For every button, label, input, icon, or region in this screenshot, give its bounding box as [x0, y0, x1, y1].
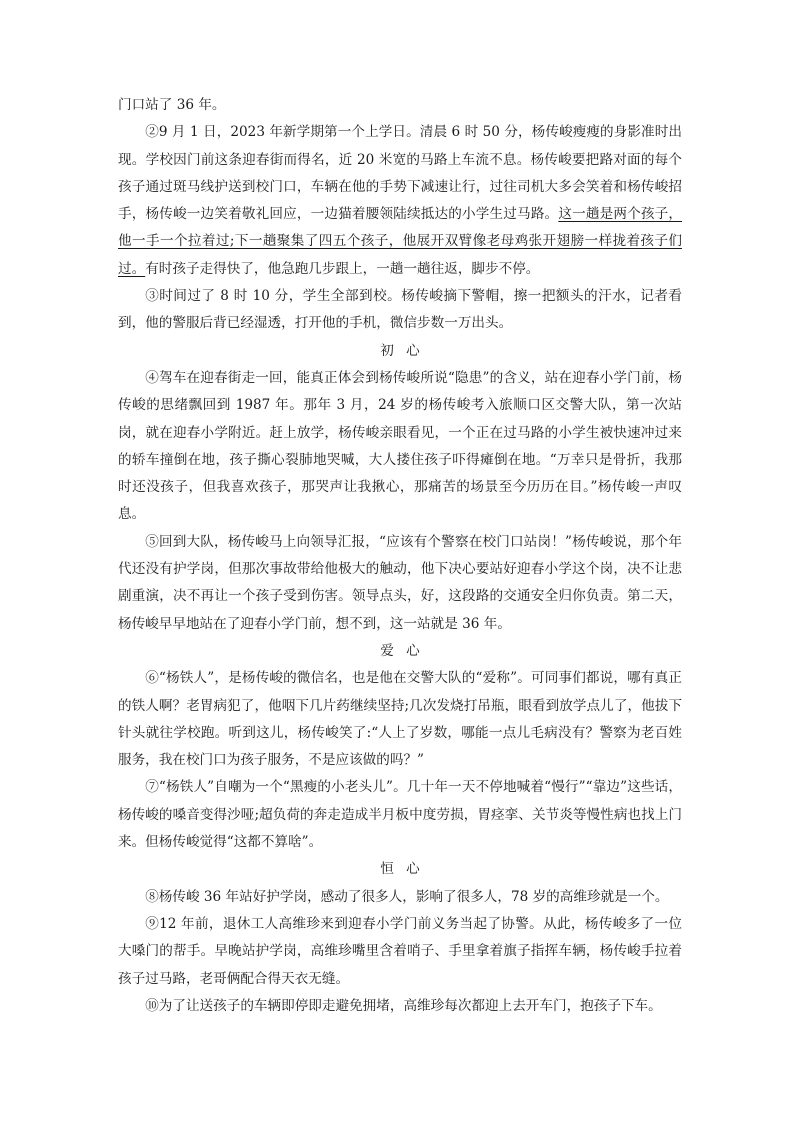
paragraph-6: ⑥“杨铁人”，是杨传峻的微信名，也是他在交警大队的“爱称”。可同事们都说，哪有真正的铁人啊？老胃病犯了，他咽下几片药继续坚持;几次发烧打吊瓶，眼看到放学点儿了，他拔下针头就往学校跑。听到这儿，杨传峻笑了:“人上了岁数，哪能一点儿毛病没有？警察为老百姓服务，我在校门口为孩子服务，不是应该做的吗？”: [118, 670, 682, 769]
paragraph-2-part-3: 有时孩子走得快了，他急跑几步跟上，一趟一趟往返，脚步不停。: [145, 260, 540, 277]
paragraph-3: ③时间过了 8 时 10 分，学生全部到校。杨传峻摘下警帽，擦一把额头的汗水，记者看到，他的警服后背已经湿透，打开他的手机，微信步数一万出头。: [118, 288, 682, 332]
paragraph-2-part-1: ②9 月 1 日，2023 年新学期第一个上学日。清晨 6 时 50 分，杨传峻瘦瘦的身影准时出现。学校因门前这条迎春街而得名，近 20 米宽的马路上车流不息。杨传峻要把路对面的每个孩子通过斑马线护送到校门口，车辆在他的手势下减速让行，过往司机大多会笑着和杨传峻招手，杨传峻一边笑着敬礼回应，一边猫着腰领陆续抵达的小学生过马路。: [118, 124, 682, 223]
paragraph-10: ⑩为了让送孩子的车辆即停即走避免拥堵，高维珍每次都迎上去开车门，抱孩子下车。: [145, 997, 662, 1014]
paragraph-continuation: 门口站了 36 年。: [118, 97, 226, 113]
underlined-sentence: 这一趟是两个孩子，他一手一个拉着过;下一趟聚集了四五个孩子，他展开双臂像老母鸡张开翅膀一样拢着孩子们过。: [118, 206, 683, 277]
document-page: [118, 92, 682, 1020]
paragraph-8: ⑧杨传峻 36 年站好护学岗，感动了很多人，影响了很多人，78 岁的高维珍就是一个。: [145, 888, 669, 905]
paragraph-5: ⑤回到大队，杨传峻马上向领导汇报，“应该有个警察在校门口站岗！”杨传峻说，那个年代还没有护学岗，但那次事故带给他极大的触动，他下决心要站好迎春小学这个岗，决不让悲剧重演，决不再让一个孩子受到伤害。领导点头，好，这段路的交通安全归你负责。第二天，杨传峻早早地站在了迎春小学门前，想不到，这一站就是 36 年。: [118, 533, 682, 632]
paragraph-7: ⑦“杨铁人”自嘲为一个“黑瘦的小老头儿”。几十年一天不停地喊着“慢行”“靠边”这些话，杨传峻的嗓音变得沙哑;超负荷的奔走造成半月板中度劳损，胃痉挛、关节炎等慢性病也找上门来。但杨传峻觉得“这都不算啥”。: [118, 779, 682, 851]
paragraph-4: ④驾车在迎春街走一回，能真正体会到杨传峻所说“隐患”的含义，站在迎春小学门前，杨传峻的思绪飘回到 1987 年。那年 3 月，24 岁的杨传峻考入旅顺口区交警大队，第一次站岗，就在迎春小学附近。赶上放学，杨传峻亲眼看见，一个正在过马路的小学生被快速冲过来的轿车撞倒在地，孩子撕心裂肺地哭喊，大人搂住孩子吓得瘫倒在地。“万幸只是骨折，我那时还没孩子，但我喜欢孩子，那哭声让我揪心，那痛苦的场景至今历历在目。”杨传峻一声叹息。: [118, 369, 682, 523]
section-heading-chuxin: 初心: [380, 342, 432, 359]
section-heading-aixin: 爱心: [380, 642, 432, 659]
section-heading-hengxin: 恒心: [380, 861, 432, 878]
paragraph-2: [118, 119, 682, 283]
paragraph-9: ⑨12 年前，退休工人高维珍来到迎春小学门前义务当起了协警。从此，杨传峻多了一位大嗓门的帮手。早晚站护学岗，高维珍嘴里含着哨子、手里拿着旗子指挥车辆，杨传峻手拉着孩子过马路，老哥俩配合得天衣无缝。: [118, 915, 682, 987]
